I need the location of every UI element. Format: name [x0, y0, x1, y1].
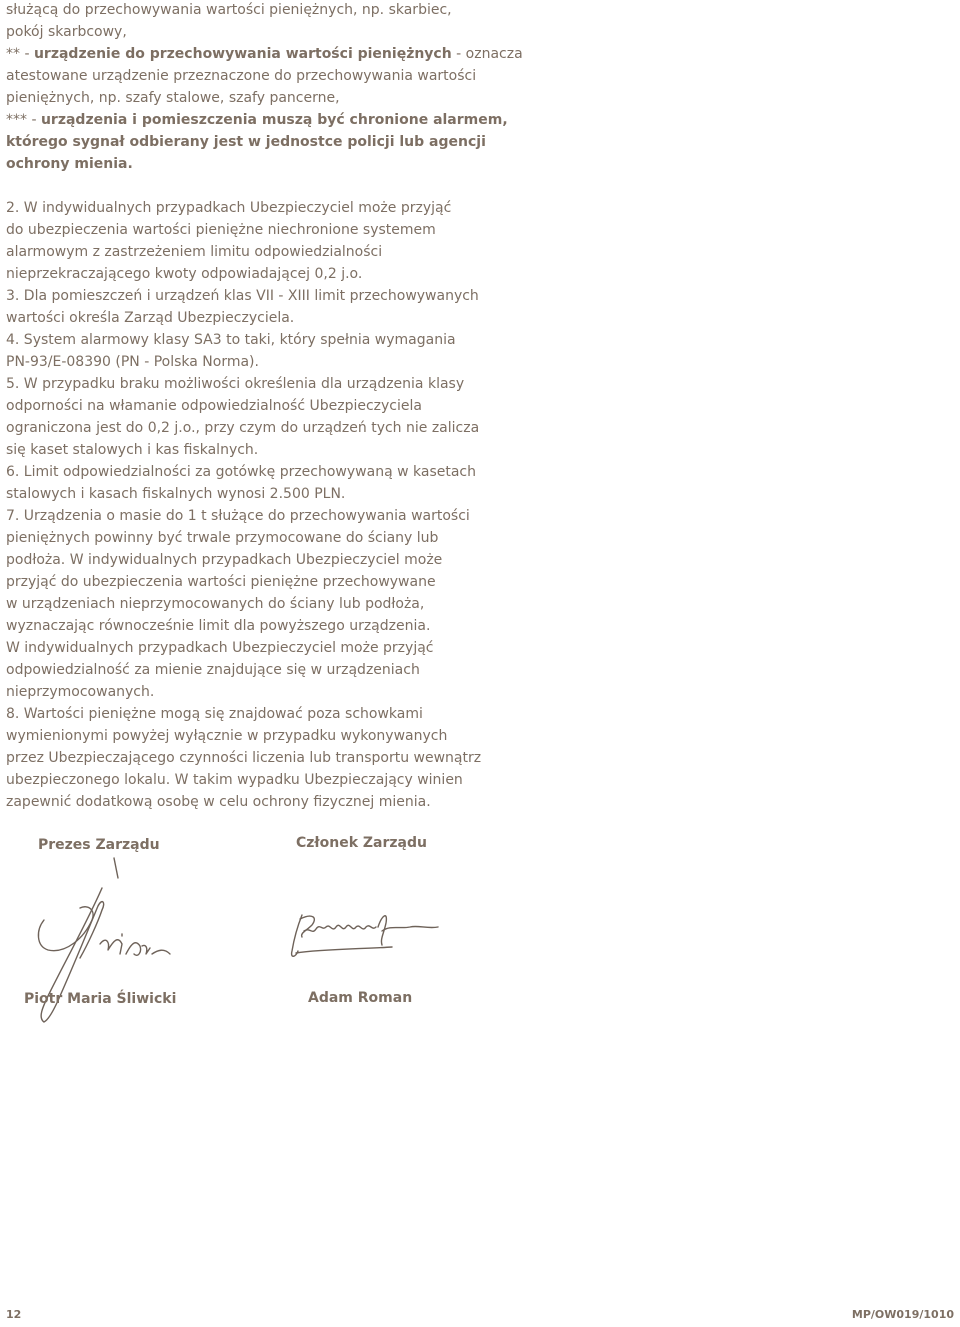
text-segment: wartości określa Zarząd Ubezpieczyciela. — [6, 310, 295, 326]
text-segment: atestowane urządzenie przeznaczone do przechowywania wartości — [6, 68, 477, 84]
text-line — [6, 484, 345, 504]
text-segment: pieniężnych, np. szafy stalowe, szafy pancerne, — [6, 90, 340, 106]
text-segment: - oznacza — [451, 46, 523, 62]
text-line — [6, 792, 431, 812]
text-segment: *** - — [6, 112, 41, 128]
text-segment: 3. Dla pomieszczeń i urządzeń klas VII - XIII limit przechowywanych — [6, 288, 479, 304]
text-segment: 6. Limit odpowiedzialności za gotówkę przechowywaną w kasetach — [6, 464, 476, 480]
text-segment: przez Ubezpieczającego czynności liczenia lub transportu wewnątrz — [6, 750, 482, 766]
text-segment: się kaset stalowych i kas fiskalnych. — [6, 442, 259, 458]
text-line — [6, 352, 259, 372]
text-line — [6, 242, 382, 262]
text-line — [6, 528, 438, 548]
right-signatory-name: Adam Roman — [308, 990, 413, 1006]
text-segment: służącą do przechowywania wartości pieniężnych, np. skarbiec, — [6, 2, 452, 18]
text-segment: odpowiedzialność za mienie znajdujące się w urządzeniach — [6, 662, 420, 678]
document-code: MP/OW019/1010 — [851, 1308, 954, 1321]
text-segment: odporności na włamanie odpowiedzialność Ubezpieczyciela — [6, 398, 422, 414]
text-segment: PN-93/E-08390 (PN - Polska Norma). — [6, 354, 259, 370]
text-line — [6, 660, 420, 680]
text-line — [6, 550, 442, 570]
bold-text-segment: urządzenie do przechowywania wartości pieniężnych — [33, 46, 452, 62]
text-line — [6, 440, 258, 460]
text-line — [6, 726, 447, 746]
text-line — [6, 330, 456, 350]
text-line — [6, 462, 476, 482]
right-signatory-title: Członek Zarządu — [296, 835, 427, 851]
text-segment: ograniczona jest do 0,2 j.o., przy czym do urządzeń tych nie zalicza — [6, 420, 480, 436]
text-segment: przyjąć do ubezpieczenia wartości pieniężne przechowywane — [6, 574, 436, 590]
text-segment: nieprzekraczającego kwoty odpowiadającej 0,2 j.o. — [6, 266, 363, 282]
text-segment: wyznaczając równocześnie limit dla powyższego urządzenia. — [6, 618, 431, 634]
text-segment: ** - — [6, 46, 34, 62]
text-line — [6, 22, 127, 42]
text-line — [6, 572, 436, 592]
text-segment: pokój skarbcowy, — [6, 24, 127, 40]
bold-text-segment: ochrony mienia. — [6, 156, 133, 172]
text-segment: do ubezpieczenia wartości pieniężne niechronione systemem — [6, 222, 436, 238]
text-line — [6, 308, 294, 328]
text-line — [6, 770, 463, 790]
text-segment: podłoża. W indywidualnych przypadkach Ubezpieczyciel może — [6, 552, 443, 568]
text-segment: 5. W przypadku braku możliwości określenia dla urządzenia klasy — [6, 376, 465, 392]
text-line — [6, 396, 422, 416]
text-line — [6, 704, 423, 724]
page-number: 12 — [6, 1308, 22, 1321]
text-segment: pieniężnych powinny być trwale przymocowane do ściany lub — [6, 530, 439, 546]
text-segment: 2. W indywidualnych przypadkach Ubezpieczyciel może przyjąć — [6, 200, 452, 216]
left-signatory-name: Piotr Maria Śliwicki — [24, 991, 177, 1007]
text-line — [6, 264, 362, 284]
text-line — [6, 88, 340, 108]
text-line — [6, 616, 430, 636]
text-line — [6, 286, 479, 306]
text-line — [6, 198, 451, 218]
text-line — [6, 0, 452, 20]
text-line — [6, 220, 436, 240]
text-segment: 8. Wartości pieniężne mogą się znajdować poza schowkami — [6, 706, 423, 722]
text-segment: w urządzeniach nieprzymocowanych do ściany lub podłoża, — [6, 596, 425, 612]
text-line — [6, 682, 154, 702]
text-line — [6, 44, 523, 64]
bold-text-segment: którego sygnał odbierany jest w jednostce policji lub agencji — [6, 134, 486, 150]
right-signature — [282, 905, 452, 965]
text-line — [6, 594, 424, 614]
text-line — [6, 66, 476, 86]
text-segment: ubezpieczonego lokalu. W takim wypadku Ubezpieczający winien — [6, 772, 463, 788]
text-line — [6, 506, 470, 526]
text-line — [6, 132, 486, 152]
text-line — [6, 418, 479, 438]
text-line — [6, 748, 481, 768]
text-segment: 4. System alarmowy klasy SA3 to taki, który spełnia wymagania — [6, 332, 456, 348]
text-segment: zapewnić dodatkową osobę w celu ochrony fizycznej mienia. — [6, 794, 431, 810]
text-segment: W indywidualnych przypadkach Ubezpieczyciel może przyjąć — [6, 640, 434, 656]
left-signatory-title: Prezes Zarządu — [38, 837, 160, 853]
right-signature-strokes — [292, 915, 438, 956]
text-line — [6, 638, 433, 658]
text-line — [6, 110, 508, 130]
bold-text-segment: urządzenia i pomieszczenia muszą być chronione alarmem, — [40, 112, 508, 128]
text-line — [6, 154, 133, 174]
text-segment: nieprzymocowanych. — [6, 684, 155, 700]
text-segment: alarmowym z zastrzeżeniem limitu odpowiedzialności — [6, 244, 383, 260]
text-segment: stalowych i kasach fiskalnych wynosi 2.500 PLN. — [6, 486, 346, 502]
text-segment: 7. Urządzenia o masie do 1 t służące do przechowywania wartości — [6, 508, 470, 524]
text-segment: wymienionymi powyżej wyłącznie w przypadku wykonywanych — [6, 728, 448, 744]
text-line — [6, 374, 464, 394]
